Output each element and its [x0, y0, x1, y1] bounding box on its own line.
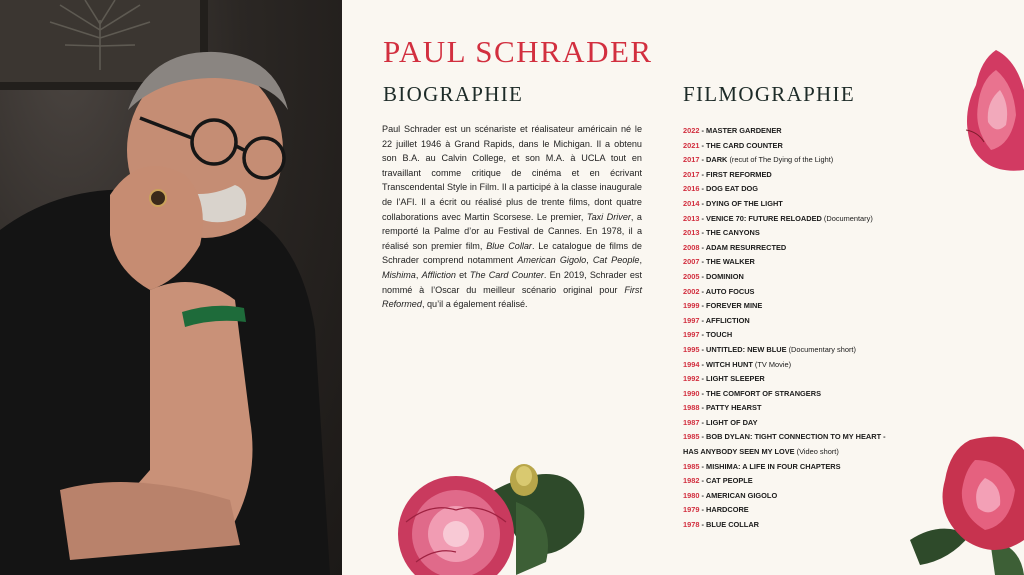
- biography-text-run: , qu’il a également réalisé.: [421, 299, 528, 310]
- biography-text-run: . En 2019, Schrader est nommé à l’Oscar du meilleur scénario original pour: [382, 269, 643, 295]
- filmography-item: 1997 - AFFLICTION: [683, 315, 750, 325]
- camellia-flower-bottom: [396, 462, 596, 575]
- film-year: 1985: [683, 432, 700, 442]
- film-title: MISHIMA: A LIFE IN FOUR CHAPTERS: [706, 461, 841, 471]
- biography-text-run: et: [455, 269, 470, 280]
- film-title: ADAM RESURRECTED: [705, 242, 787, 252]
- film-title: PATTY HEARST: [706, 403, 762, 413]
- film-note: (Video short): [796, 447, 839, 457]
- film-year: 1982: [683, 476, 700, 486]
- filmography-item: 2017 - FIRST REFORMED: [683, 169, 772, 179]
- film-title: BLUE COLLAR: [706, 520, 759, 530]
- film-year: 1988: [683, 403, 700, 413]
- filmography-item: 2021 - THE CARD COUNTER: [683, 140, 783, 150]
- film-year: 1990: [683, 388, 700, 398]
- biography-text-run: , a remporté la Palme d’or au Festival de Cannes. En 1978, il a réalisé son premier film,: [382, 211, 642, 251]
- film-year: 2021: [683, 140, 700, 150]
- filmography-item: 2017 - DARK (recut of The Dying of the Light): [683, 155, 834, 165]
- film-title-italic: Blue Collar: [486, 240, 532, 251]
- film-year: 2017: [683, 169, 700, 179]
- filmography-item: 1992 - LIGHT SLEEPER: [683, 374, 765, 384]
- filmography-item: 1995 - UNTITLED: NEW BLUE (Documentary short): [683, 344, 856, 354]
- film-title: THE COMFORT OF STRANGERS: [706, 388, 821, 398]
- biography-text-run: ,: [586, 255, 593, 266]
- film-title-italic: The Card Counter: [469, 269, 544, 280]
- film-title-italic: First Reformed: [382, 284, 642, 310]
- film-title: AUTO FOCUS: [705, 286, 755, 296]
- film-year: 2014: [683, 198, 700, 208]
- page-title: PAUL SCHRADER: [383, 34, 653, 69]
- camellia-flower-bottom-right: [910, 430, 1024, 575]
- filmography-item: 1987 - LIGHT OF DAY: [683, 417, 758, 427]
- filmography-item: 2008 - ADAM RESURRECTED: [683, 242, 787, 252]
- film-year: 1985: [683, 461, 700, 471]
- film-year: 1997: [683, 315, 700, 325]
- filmography-list: [683, 124, 886, 533]
- film-year: 1995: [683, 344, 700, 354]
- film-year: 2013: [683, 228, 700, 238]
- biography-heading: BIOGRAPHIE: [383, 82, 524, 106]
- filmography-item: 2022 - MASTER GARDENER: [683, 126, 782, 135]
- filmography-item: 1997 - TOUCH: [683, 330, 733, 340]
- filmography-item: 1990 - THE COMFORT OF STRANGERS: [683, 388, 821, 398]
- film-year: 1992: [683, 374, 700, 384]
- person-figure: [0, 0, 342, 575]
- biography-text-run: . Le catalogue de films de Schrader comprend notamment: [382, 240, 642, 266]
- film-year: 2002: [683, 286, 700, 296]
- filmography-item: 2016 - DOG EAT DOG: [683, 184, 759, 194]
- portrait-photo: [0, 0, 342, 575]
- film-year: 2005: [683, 271, 700, 281]
- film-title: TOUCH: [706, 330, 733, 340]
- film-title-italic: American Gigolo: [517, 255, 587, 266]
- filmography-item: 1985 - MISHIMA: A LIFE IN FOUR CHAPTERS: [683, 461, 841, 471]
- filmography-item: 1988 - PATTY HEARST: [683, 403, 762, 413]
- film-title: THE WALKER: [706, 257, 755, 267]
- film-title-italic: Cat People: [592, 255, 640, 266]
- biography-text: [382, 122, 642, 312]
- film-title-italic: Taxi Driver: [586, 211, 631, 222]
- filmography-item: 1999 - FOREVER MINE: [683, 301, 763, 311]
- film-title-italic: Mishima: [382, 269, 416, 280]
- film-year: 1999: [683, 301, 700, 311]
- film-title: DOMINION: [706, 271, 744, 281]
- film-year: 2007: [683, 257, 700, 267]
- film-title: MASTER GARDENER: [706, 126, 782, 135]
- filmography-item: 2013 - VENICE 70: FUTURE RELOADED (Documentary): [683, 213, 873, 223]
- filmography-item: 2013 - THE CANYONS: [683, 228, 760, 238]
- biography-text-run: ,: [639, 255, 642, 266]
- film-title: BOB DYLAN: TIGHT CONNECTION TO MY HEART -: [706, 432, 886, 442]
- film-year: 2016: [683, 184, 700, 194]
- film-title: THE CANYONS: [706, 228, 760, 238]
- filmography-item: 1980 - AMERICAN GIGOLO: [683, 490, 778, 500]
- film-title: UNTITLED: NEW BLUE: [706, 344, 787, 354]
- film-title: THE CARD COUNTER: [706, 140, 783, 150]
- film-title: DOG EAT DOG: [706, 184, 759, 194]
- film-title: HARDCORE: [706, 505, 749, 515]
- film-note: (Documentary short): [788, 344, 856, 354]
- camellia-flower-top-right: [966, 50, 1024, 180]
- film-title: VENICE 70: FUTURE RELOADED: [706, 213, 822, 223]
- biography-text-run: Paul Schrader est un scénariste et réalisateur américain né le 22 juillet 1946 à Grand Rapids, dans le Michigan. Il a obtenu son B.A. au Calvin College, et son M.A. à UCLA tout en travaillant comme critique de cinéma et en écrivant Transcendental Style in Film. Il a participé à la classe inaugurale de l’AFI. Il a écrit ou réalisé plus de trente films, dont quatre collaborations avec Martin Scorsese. Le premier,: [382, 124, 642, 222]
- film-title: FIRST REFORMED: [706, 169, 772, 179]
- filmography-item: 1994 - WITCH HUNT (TV Movie): [683, 359, 792, 369]
- filmography-heading: FILMOGRAPHIE: [683, 82, 855, 106]
- film-year: 1987: [683, 417, 700, 427]
- film-title: CAT PEOPLE: [706, 476, 753, 486]
- film-title: WITCH HUNT: [706, 359, 753, 369]
- film-note: (Documentary): [823, 213, 873, 223]
- film-title: DARK: [706, 155, 728, 165]
- filmography-item: 1982 - CAT PEOPLE: [683, 476, 753, 486]
- film-title: LIGHT OF DAY: [706, 417, 758, 427]
- filmography-item: 2005 - DOMINION: [683, 271, 744, 281]
- film-year: 2017: [683, 155, 700, 165]
- filmography-item: 2014 - DYING OF THE LIGHT: [683, 198, 783, 208]
- film-year: 2013: [683, 213, 700, 223]
- film-year: 1980: [683, 490, 700, 500]
- film-year: 1994: [683, 359, 700, 369]
- film-title: AFFLICTION: [705, 315, 750, 325]
- film-year: 1997: [683, 330, 700, 340]
- film-year: 2008: [683, 242, 700, 252]
- filmography-item: [683, 445, 886, 460]
- film-title: DYING OF THE LIGHT: [706, 198, 783, 208]
- filmography-item: 1979 - HARDCORE: [683, 505, 749, 515]
- filmography-item: 1978 - BLUE COLLAR: [683, 520, 759, 530]
- filmography-item: 2002 - AUTO FOCUS: [683, 286, 755, 296]
- filmography-item: 2007 - THE WALKER: [683, 257, 755, 267]
- film-title: AMERICAN GIGOLO: [705, 490, 778, 500]
- filmography-item: 1985 - BOB DYLAN: TIGHT CONNECTION TO MY HEART -: [683, 432, 886, 442]
- film-note: (recut of The Dying of the Light): [729, 155, 834, 165]
- film-title-italic: Affliction: [421, 269, 456, 280]
- film-title: LIGHT SLEEPER: [706, 374, 765, 384]
- film-note: (TV Movie): [754, 359, 792, 369]
- film-title: FOREVER MINE: [706, 301, 763, 311]
- biography-text-run: ,: [415, 269, 422, 280]
- film-year: 2022: [683, 126, 700, 135]
- film-year: 1979: [683, 505, 700, 515]
- film-year: 1978: [683, 520, 700, 530]
- film-title: HAS ANYBODY SEEN MY LOVE: [683, 447, 795, 457]
